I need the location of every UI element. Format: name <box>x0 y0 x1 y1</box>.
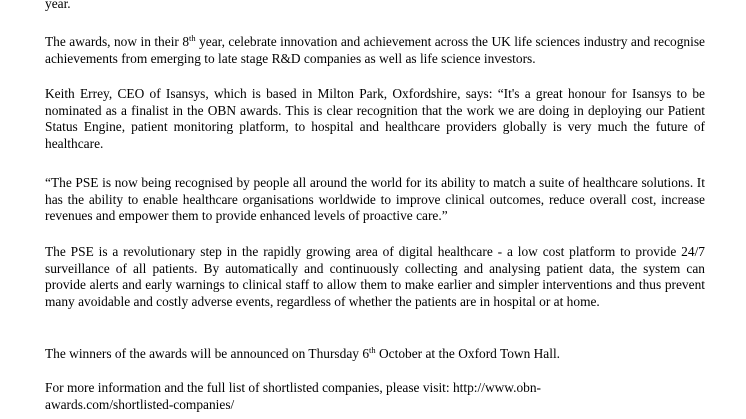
paragraph-more-info <box>45 380 615 413</box>
winners-text-start: The winners of the awards will be announced on Thursday 6 <box>45 346 370 361</box>
winners-text-end: October at the Oxford Town Hall. <box>375 346 561 361</box>
paragraph-winners <box>45 346 705 363</box>
awards-intro-text-end: year, celebrate innovation and achievement across the UK life sciences industry and recognise achievements from emerging to late stage R&D companies as well as life science investors. <box>45 34 705 66</box>
paragraph-awards-intro <box>45 34 705 67</box>
awards-intro-text-start: The awards, now in their 8 <box>45 34 190 49</box>
paragraph-ceo-quote: Keith Errey, CEO of Isansys, which is based in Milton Park, Oxfordshire, says: “It's a great honour for Isansys to be nominated as a finalist in the OBN awards. This is clear recognition that the work we are doing in deploying our Patient Status Engine, patient monitoring platform, to hospital and healthcare providers globally is very much the future of healthcare. <box>45 86 705 151</box>
shortlisted-companies-link[interactable]: awards.com/shortlisted-companies/ <box>45 396 235 412</box>
paragraph-pse-description: The PSE is a revolutionary step in the rapidly growing area of digital healthcare - a low cost platform to provide 24/7 surveillance of all patients. By automatically and continuously collecting and analysing patient data, the system can provide alerts and early warnings to clinical staff to allow them to make earlier and simpler interventions and thus prevent many avoidable and costly adverse events, regardless of whether the patients are in hospital or at home. <box>45 244 705 309</box>
awards-intro-ordinal-suffix: th <box>189 33 196 43</box>
paragraph-pse-quote: “The PSE is now being recognised by people all around the world for its ability to match a suite of healthcare solutions. It has the ability to enable healthcare organisations worldwide to improve clinical outcomes, reduce overall cost, increase revenues and empower them to provide enhanced levels of proactive care.” <box>45 175 705 224</box>
more-info-line-1: For more information and the full list of shortlisted companies, please visit: http://www.obn- <box>45 380 541 395</box>
winners-ordinal-suffix: th <box>369 345 376 355</box>
paragraph-fragment: year. <box>45 0 71 11</box>
